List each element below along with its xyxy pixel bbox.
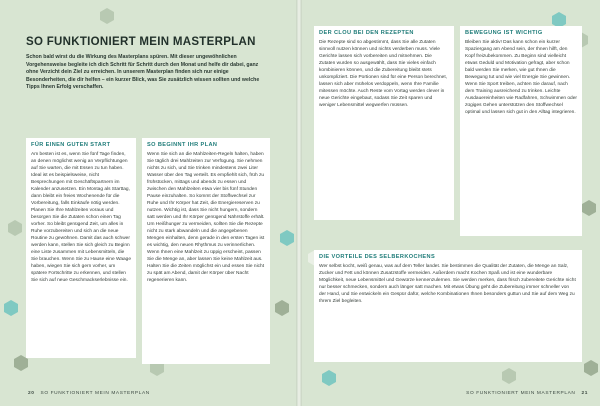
box-title: DER CLOU BEI DEN REZEPTEN — [319, 30, 414, 36]
box-title: SO BEGINNT IHR PLAN — [147, 142, 218, 148]
page-headline: SO FUNKTIONIERT MEIN MASTERPLAN — [26, 36, 256, 48]
hexagon-decoration — [100, 8, 114, 24]
hexagon-decoration — [8, 220, 22, 236]
info-box-start — [26, 138, 136, 358]
hexagon-decoration — [4, 300, 18, 316]
hexagon-decoration — [582, 200, 596, 216]
box-text: Wenn Sie sich an die Mahlzeiten-Regeln halten, haben Sie täglich drei Mahlzeiten zur Verfügung. Sie nehmen nichts zu sich, und Sie trinken mindestens zwei Liter Wasser über den Tag verteilt. Es empfiehlt sich, früh zu frühstücken, mittags und abends zu essen und zwischen den Mahlzeiten etwa vier bis fünf Stunden Pause einzuhalten. So kommt der Stoffwechsel zur Ruhe und Ihr Körper hat Zeit, die Energiereserven zu nutzen. Wichtig ist, dass Sie nicht hungern, sondern satt werden und Ihr Körper genügend Nährstoffe erhält. Um Heißhunger zu vermeiden, sollten Sie die Rezepte nicht zu stark abwandeln und die angegebenen Mengen einhalten, denn gerade in den ersten Tagen ist es wichtig, den neuen Rhythmus zu verinnerlichen. Wenn Ihnen eine Mahlzeit zu üppig erscheint, passen Sie die Menge an, aber lassen Sie keine Mahlzeit aus. Halten Sie die Zeiten möglichst ein und essen Sie nicht zu spät am Abend, damit der Körper über Nacht regenerieren kann. — [147, 152, 265, 283]
box-title: FÜR EINEN GUTEN START — [31, 142, 111, 148]
hexagon-decoration — [584, 360, 598, 376]
footer-label: SO FUNKTIONIERT MEIN MASTERPLAN — [40, 391, 150, 396]
left-page — [0, 0, 296, 406]
hexagon-decoration — [280, 230, 294, 246]
box-title: DIE VORTEILE DES SELBERKOCHENS — [319, 254, 436, 260]
info-box-bewegung — [460, 26, 582, 236]
box-title: BEWEGUNG IST WICHTIG — [465, 30, 543, 36]
page-number: 21 — [581, 391, 588, 396]
footer-label: SO FUNKTIONIERT MEIN MASTERPLAN — [466, 391, 576, 396]
box-text: Wer selbst kocht, weiß genau, was auf dem Teller landet. Sie bestimmen die Qualität der Zutaten, die Menge an Salz, Zucker und Fett und können Zusatzstoffe vermeiden. Außerdem macht Kochen Spaß und ist eine wunderbare Möglichkeit, neue Lebensmittel und Gewürze kennenzulernen. Sie werden merken, dass frisch zubereitete Gerichte nicht nur besser schmecken, sondern auch länger satt machen. Mit etwas Übung geht die Zubereitung immer schneller von der Hand, und Sie entwickeln ein Gespür dafür, welche Kombinationen Ihnen besonders guttun und Sie auf dem Weg zu Ihrem Ziel begleiten. — [319, 264, 576, 304]
hexagon-decoration — [275, 300, 289, 316]
box-text: Bleiben Sie aktiv! Das kann schon ein kurzer Spaziergang am Abend sein, der Ihnen hilft, den Kopf freizubekommen. Zu Beginn sind vielleicht etwas Geduld und Motivation gefragt, aber schon bald werden Sie merken, wie gut Ihnen die Bewegung tut und wie viel Energie Sie gewinnen. Wenn Sie Sport treiben, achten Sie darauf, nach dem Training ausreichend zu trinken. Leichte Ausdauereinheiten wie Radfahren, Schwimmen oder zügiges Gehen unterstützen den Stoffwechsel optimal und lassen sich gut in den Alltag integrieren. — [465, 40, 577, 115]
info-box-plan — [142, 138, 270, 364]
intro-text: Schon bald wirst du die Wirkung des Masterplans spüren. Mit dieser ungewöhnlichen Vorgehensweise begleite ich dich Schritt für Schritt durch den Monat und helfe dir dabei, ganz ohne Verzicht dein Ziel zu erreichen. In unserem Masterplan finden sich nur einige Besonderheiten, die dir helfen – ein kurzer Blick, was Sie zusätzlich wissen sollten und welche Tipps Ihnen Erfolg verschaffen. — [26, 54, 260, 91]
footer-right — [466, 391, 588, 396]
hexagon-decoration — [322, 370, 336, 386]
right-page — [302, 0, 600, 406]
box-text: Am besten ist es, wenn Sie fünf Tage finden, an denen möglichst wenig an Verpflichtungen auf Sie warten, die mit Essen zu tun haben. Ideal ist es beispielsweise, nicht Besprechungen mit Geschäftspartnern im Kalender anzusetzen. Ein Montag als Starttag, dann bleibt ein freies Wochenende für die Vorbereitung, falls Einkäufe nötig werden. Planen Sie Ihre Mahlzeiten voraus und besorgen Sie die Zutaten schon einen Tag vorher. So bleibt genügend Zeit, um alles in Ruhe vorzubereiten und sich an die neue Routine zu gewöhnen. Damit das auch schwer werden kann, stellen Sie sich gleich zu Beginn eine Liste zusammen mit Lebensmitteln, die Sie brauchen. Wenn Sie zu Hause eine Waage haben, wiegen Sie sich gern vorher, um spätere Fortschritte zu erkennen, und stellen Sie sich auf neue Geschmackserlebnisse ein. — [31, 152, 131, 283]
info-box-rezepte — [314, 26, 454, 220]
hexagon-decoration — [502, 368, 516, 384]
info-box-vorteile — [314, 250, 582, 362]
footer-left — [28, 391, 150, 396]
box-text: Die Rezepte sind so abgestimmt, dass Sie alle Zutaten sinnvoll nutzen können und nichts verderben muss. Viele Gerichte lassen sich vorbereiten und mitnehmen. Die Zutaten wurden so ausgewählt, dass Sie vieles einfach kombinieren können, und die Zubereitung bleibt stets unkompliziert. Die Portionen sind für eine Person berechnet, lassen sich aber mühelos verdoppeln, wenn Ihre Familie mitessen möchte. Auch Reste vom Vortag werden clever in neue Gerichte eingebaut, sodass Sie Zeit sparen und weniger Lebensmittel wegwerfen müssen. — [319, 40, 447, 108]
page-number: 20 — [28, 391, 35, 396]
